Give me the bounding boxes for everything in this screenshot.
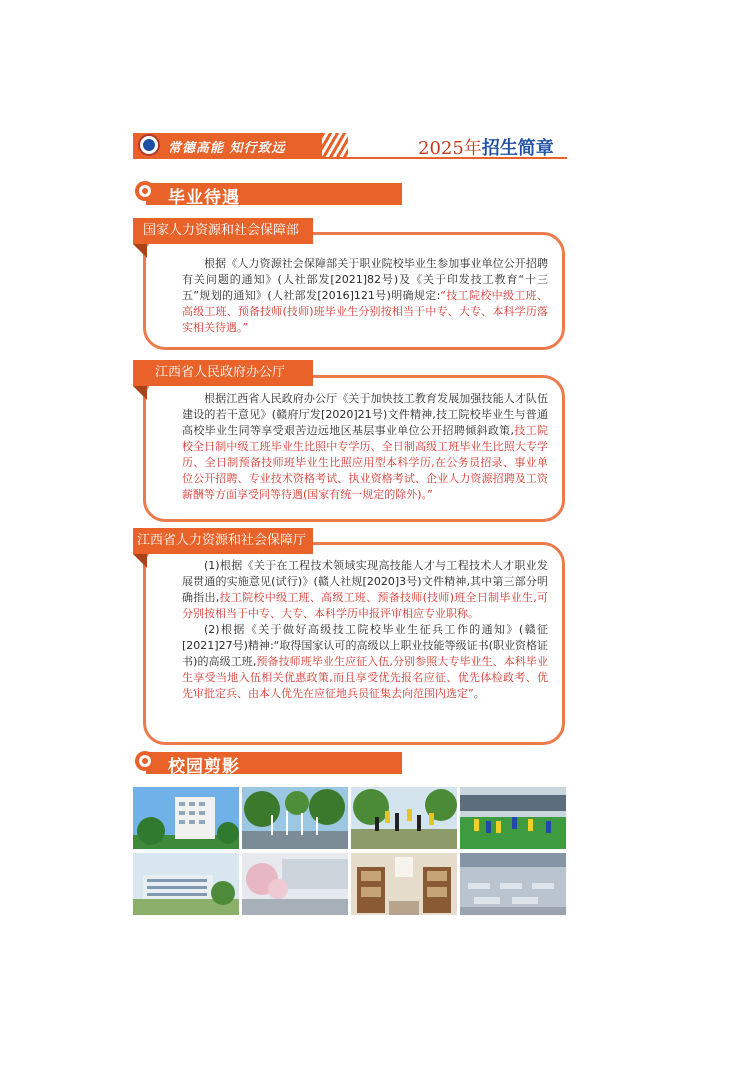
label-jiangxi-hr-fold [133,554,147,568]
location-pin-icon-2 [134,750,156,772]
policy-paragraph-1-plain: (1)根据《关于在工程技术领域实现高技能人才与工程技术人才职业发展贯通的实施意见(试行)》(赣人社规[2020]3号)文件精神,其中第三部分明确指出, [182,559,548,604]
policy-text-jiangxi-hr [182,558,548,702]
header-stripes [322,133,348,157]
campus-render-photo [133,853,239,915]
basketball-photo [351,787,457,849]
policy-text-jiangxi-gov [182,391,548,503]
brochure-year: 2025年 [418,138,482,159]
policy-paragraph-1-highlight: 技工院校中级工班、高级工班、预备技师(技师)班全日制毕业生,可分别按相当于中专、大专、本科学历申报评审相应专业职称。 [182,591,548,620]
football-photo [460,787,566,849]
canteen-photo [460,853,566,915]
dormitory-photo [351,853,457,915]
fountain-photo [242,787,348,849]
brochure-title [418,134,554,160]
header-slogan: 常德高能 知行致远 [168,141,286,156]
brochure-title-zhao: 招 [481,138,500,159]
section-graduate-title: 毕业待遇 [168,188,240,208]
building-photo [133,787,239,849]
plaza-render-photo [242,853,348,915]
policy-paragraph-2-highlight: 预备技师班毕业生应征入伍,分别参照大专毕业生、本科毕业生享受当地入伍相关优惠政策,而且享受优先报名应征、优先体检政考、优先审批定兵、由本人优先在应征地兵员征集去向范围内选定” [182,655,549,700]
brochure-title-rest: 生简章 [499,138,554,159]
policy-text-ministry [182,256,548,336]
label-jiangxi-gov: 江西省人民政府办公厅 [133,360,313,386]
policy-paragraph-1 [182,558,548,622]
label-jiangxi-gov-fold [133,386,147,400]
policy-paragraph-2 [182,622,548,702]
policy-text-ministry-highlight: “技工院校中级工班、高级工班、预备技师(技师)班毕业生分别按相当于中专、大专、本科学历落实相关待遇。” [182,289,549,334]
section-campus-title: 校园剪影 [168,757,240,777]
policy-text-ministry-plain: 根据《人力资源社会保障部关于职业院校毕业生参加事业单位公开招聘有关问题的通知》(人社部发[2021]82号)及《关于印发技工教育“十三五”规划的通知》(人社部发[2016]121号)明确规定: [182,257,548,302]
policy-paragraph-2-plain: (2)根据《关于做好高级技工院校毕业生征兵工作的通知》(赣征[2021]27号)精神:“取得国家认可的高级以上职业技能等级证书(职业资格证书)的高级工班, [182,623,548,668]
policy-paragraph-2-end: 。 [473,687,485,700]
school-logo-icon [143,139,155,151]
location-pin-icon [134,180,156,202]
label-ministry-fold [133,244,147,258]
label-ministry: 国家人力资源和社会保障部 [133,218,313,244]
policy-text-jiangxi-gov-highlight: 技工院校全日制中级工班毕业生比照中专学历、全日制高级工班毕业生比照大专学历、全日制预备技师班毕业生比照应用型本科学历,在公务员招录、事业单位公开招聘、专业技术资格考试、执业资格考试、企业人力资源招聘及工资薪酬等方面享受同等待遇(国家有统一规定的除外)。” [182,424,548,501]
policy-text-jiangxi-gov-plain: 根据江西省人民政府办公厅《关于加快技工教育发展加强技能人才队伍建设的若干意见》(赣府厅发[2020]21号)文件精神,技工院校毕业生与普通高校毕业生同等享受艰苦边远地区基层事业单位公开招聘倾斜政策, [182,392,548,437]
label-jiangxi-hr: 江西省人力资源和社会保障厅 [133,528,313,554]
